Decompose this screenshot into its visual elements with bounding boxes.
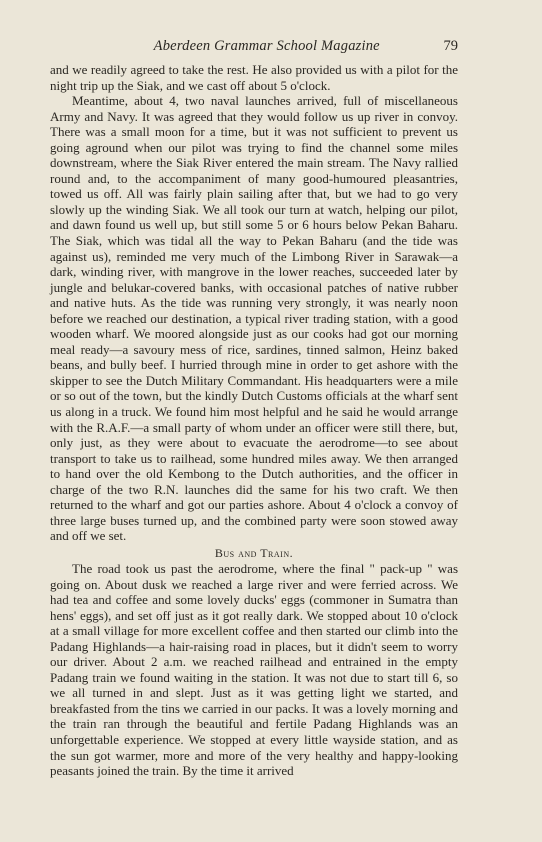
magazine-title: Aberdeen Grammar School Magazine: [153, 38, 380, 54]
paragraph-3: The road took us past the aerodrome, where the final " pack-up " was going on. About dusk we reached a large river and were ferried across. We had tea and coffee and some lovely ducks' eggs (commoner in Sumatra than hens' eggs), and set off just as it got really dark. We stopped about 10 o'clock at a small village for more excellent coffee and then started our climb into the Padang Highlands—a hair-raising road in places, but it didn't seem to worry our driver. About 2 a.m. we reached railhead and entrained in the empty Padang train we found waiting in the station. It was not due to start till 6, so we all turned in and slept. Just as it was getting light we started, and breakfasted from the tins we carried in our packs. It was a lovely morning and the train ran through the beautiful and fertile Padang Highlands was an unforgettable experience. We stopped at every little wayside station, and as the sun got warmer, more and more of the very healthy and happy-looking peasants joined the train. By the time it arrived: [50, 560, 458, 779]
page-number: 79: [443, 38, 458, 54]
paragraph-1: and we readily agreed to take the rest. He also provided us with a pilot for the night trip up the Siak, and we cast off about 5 o'clock.: [50, 62, 458, 93]
running-header: [50, 38, 458, 58]
article-body: [50, 62, 458, 779]
section-heading: Bus and Train.: [214, 545, 294, 560]
paragraph-2: Meantime, about 4, two naval launches arrived, full of miscellaneous Army and Navy. It was agreed that they would follow us up river in convoy. There was a small moon for a time, but it was not sufficient to prevent us going aground when our pilot was trying to find the channel some miles downstream, where the Siak River entered the main stream. The Navy rallied round and, to the accompaniment of many good-humoured pleasantries, towed us off. All was fairly plain sailing after that, but we had to go very slowly up the winding Siak. We all took our turn at watch, helping our pilot, and dawn found us well up, but still some 5 or 6 hours below Pekan Baharu. The Siak, which was tidal all the way to Pekan Baharu (and the tide was against us), reminded me very much of the Limbong River in Sarawak—a dark, winding river, with mangrove in the lower reaches, succeeded later by jungle and belukar-covered banks, with occasional patches of native rubber and native huts. As the tide was running very strongly, it was nearly noon before we reached our destination, a typical river trading station, with a good wooden wharf. We moored alongside just as our cooks had got our morning meal ready—a savoury mess of rice, sardines, tinned salmon, Heinz baked beans, and bully beef. I hurried through mine in order to get ashore with the skipper to see the Dutch Military Commandant. His headquarters were a mile or so out of the town, but the kindly Dutch Customs officials at the wharf sent us along in a truck. We found him most helpful and he said he would arrange with the R.A.F.—a small party of whom under an officer were still there, but, only just, as they were about to evacuate the aerodrome—to see about transport to take us to railhead, some hundred miles away. We then arranged to hand over the old Kembong to the Dutch authorities, and the officer in charge of the two R.N. launches did the same for his two craft. We then returned to the wharf and got our parties ashore. About 4 o'clock a convoy of three large buses turned up, and the combined party were soon stowed away and off we set.: [50, 93, 458, 544]
